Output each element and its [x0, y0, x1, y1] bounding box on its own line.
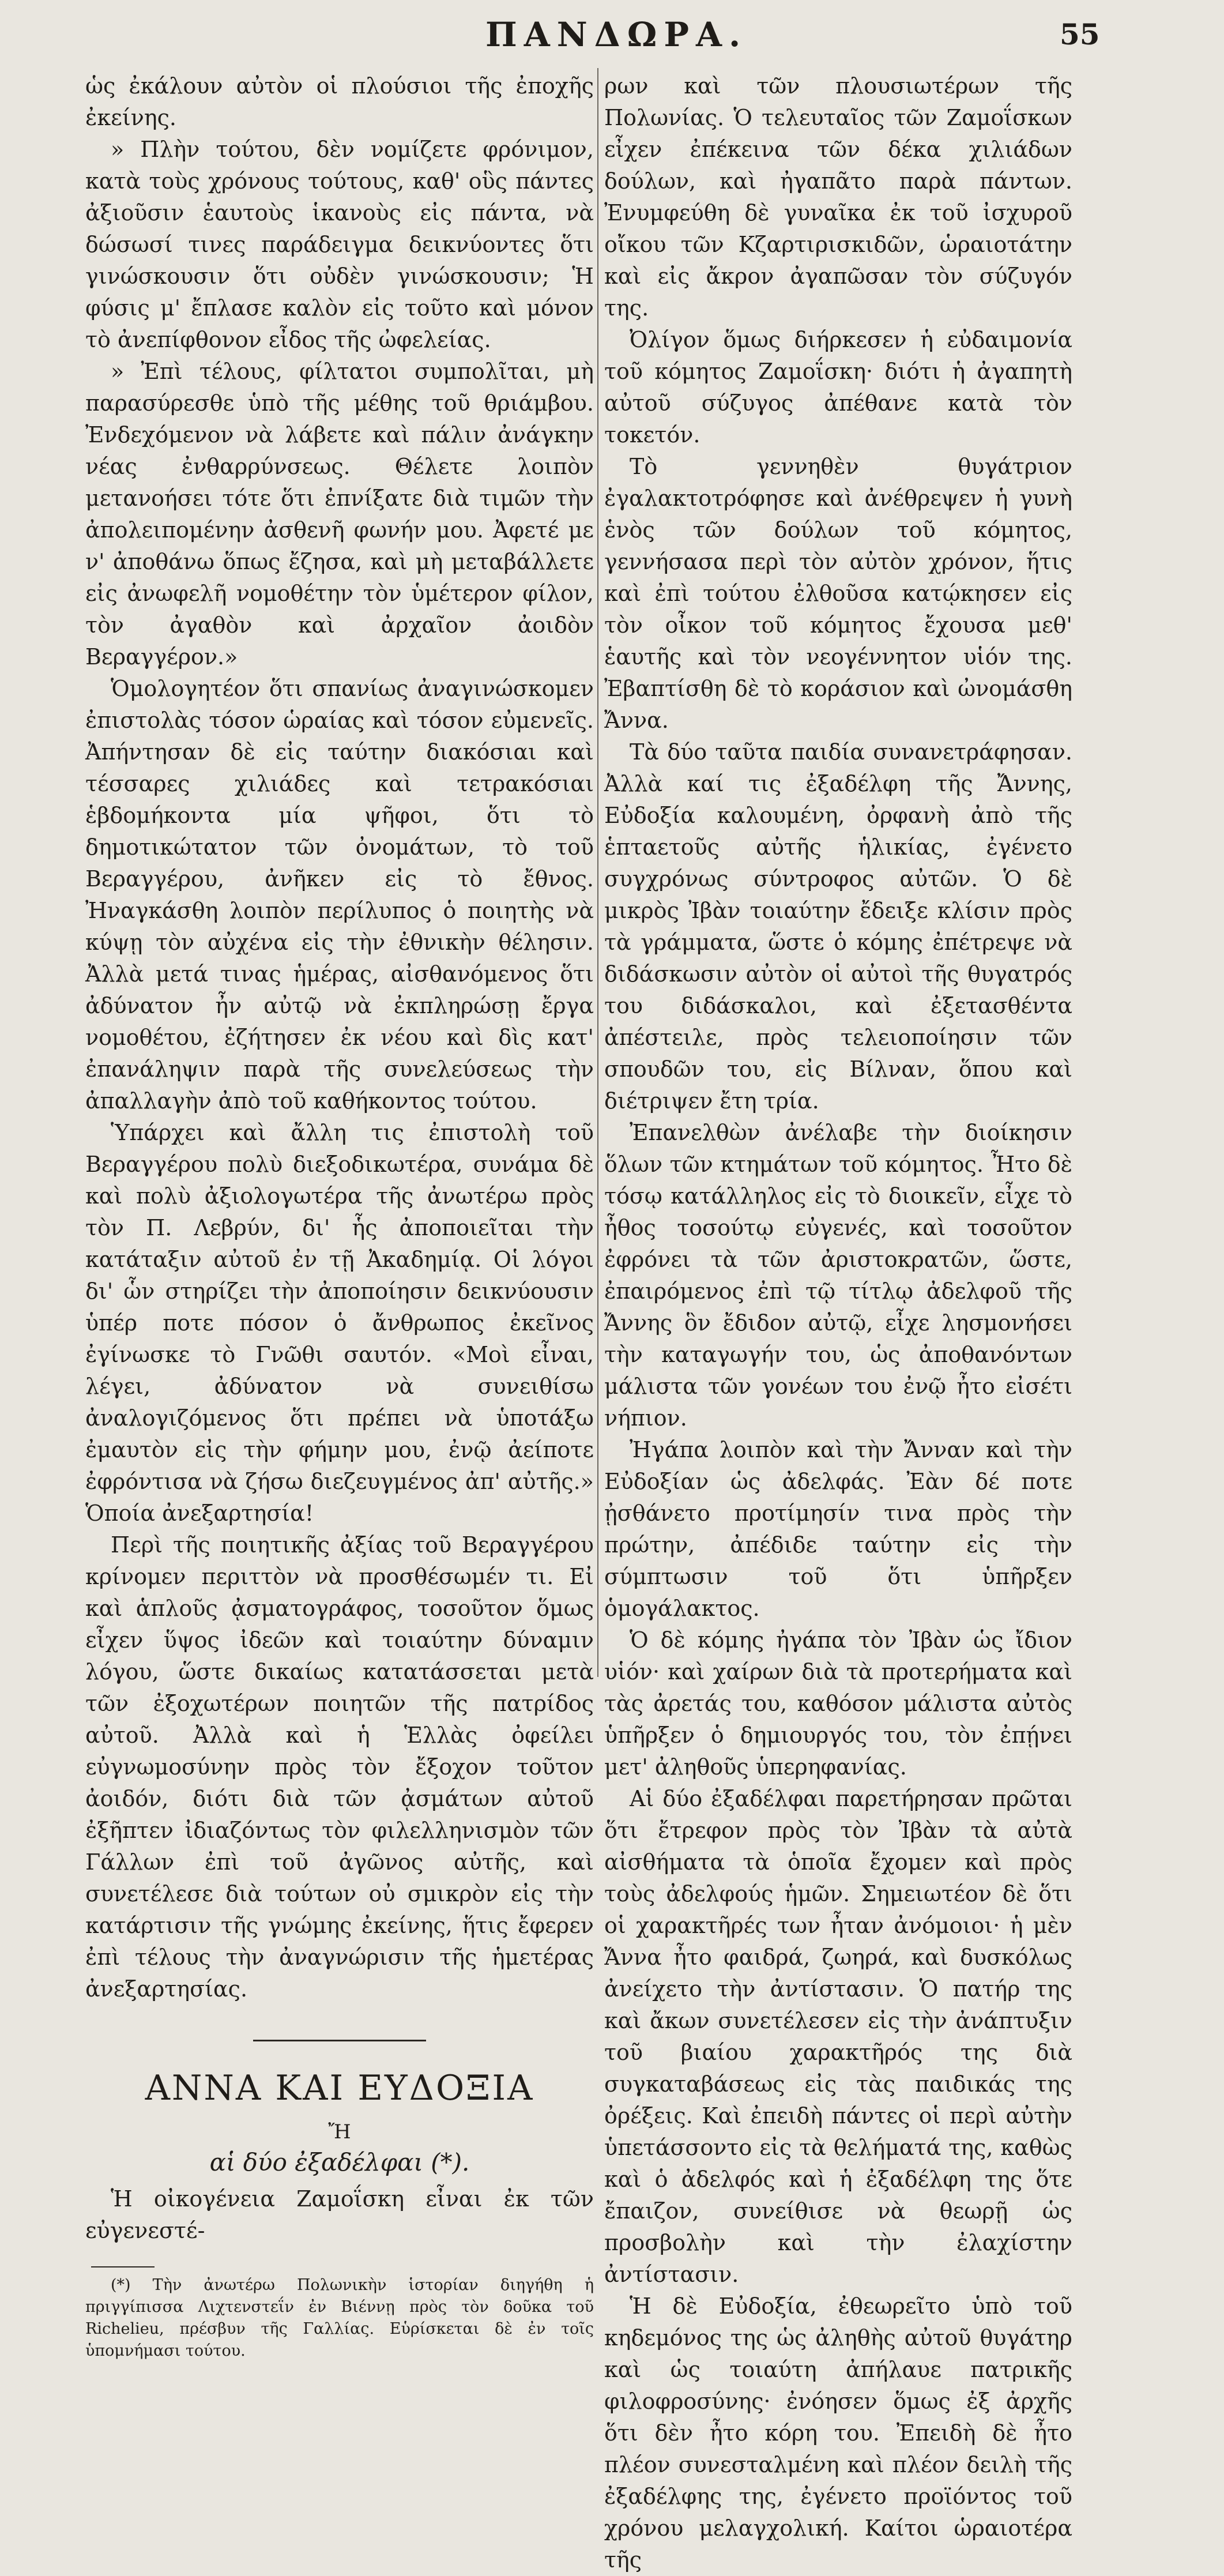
- paragraph: Ὀλίγον ὅμως διήρκεσεν ἡ εὐδαιμονία τοῦ κόμητος Ζαμοΐσκη· διότι ἡ ἀγαπητὴ αὐτοῦ σύζυγος ἀπέθανε κατὰ τὸν τοκετόν.: [604, 327, 1072, 447]
- paragraph: Ὑπάρχει καὶ ἄλλη τις ἐπιστολὴ τοῦ Βεραγγέρου πολὺ διεξοδικωτέρα, συνάμα δὲ καὶ πολὺ ἀξιολογωτέρα τῆς ἀνωτέρω πρὸς τὸν Π. Λεβρύν, δι' ἧς ἀποποιεῖται τὴν κατάταξιν αὐτοῦ ἐν τῇ Ἀκαδημίᾳ. Οἱ λόγοι δι' ὧν στηρίζει τὴν ἀποποίησιν δεικνύουσιν ὑπέρ ποτε πόσον ὁ ἄνθρωπος ἐκεῖνος ἐγίνωσκε τὸ Γνῶθι σαυτόν. «Μοὶ εἶναι, λέγει, ἀδύνατον νὰ συνειθίσω ἀναλογιζόμενος ὅτι πρέπει νὰ ὑποτάξω ἐμαυτὸν εἰς τὴν φήμην μου, ἐνῷ ἀείποτε ἐφρόντισα νὰ ζήσω διεζευγμένος ἀπ' αὐτῆς.» Ὁποία ἀνεξαρτησία!: [85, 1120, 594, 1526]
- paragraph: » Πλὴν τούτου, δὲν νομίζετε φρόνιμον, κατὰ τοὺς χρόνους τούτους, καθ' οὓς πάντες ἀξιοῦσιν ἑαυτοὺς ἱκανοὺς εἰς πάντα, νὰ δώσωσί τινες παράδειγμα δεικνύοντες ὅτι γινώσκουσιν ὅτι οὐδὲν γινώσκουσιν; Ἡ φύσις μ' ἔπλασε καλὸν εἰς τοῦτο καὶ μόνον τὸ ἀνεπίφθονον εἶδος τῆς ὠφελείας.: [85, 137, 594, 352]
- paragraph: Ὁμολογητέον ὅτι σπανίως ἀναγινώσκομεν ἐπιστολὰς τόσον ὡραίας καὶ τόσον εὐμενεῖς. Ἀπήντησαν δὲ εἰς ταύτην διακόσιαι καὶ τέσσαρες χιλιάδες καὶ τετρακόσιαι ἑβδομήκοντα μία ψῆφοι, ὅτι τὸ δημοτικώτατον τῶν ὀνομάτων, τὸ τοῦ Βεραγγέρου, ἀνῆκεν εἰς τὸ ἔθνος. Ἠναγκάσθη λοιπὸν περίλυπος ὁ ποιητὴς νὰ κύψῃ τὸν αὐχένα εἰς τὴν ἐθνικὴν θέλησιν. Ἀλλὰ μετά τινας ἡμέρας, αἰσθανόμενος ὅτι ἀδύνατον ἦν αὐτῷ νὰ ἐκπληρώσῃ ἔργα νομοθέτου, ἐζήτησεν ἐκ νέου καὶ δὶς κατ' ἐπανάληψιν παρὰ τῆς συνελεύσεως τὴν ἀπαλλαγὴν ἀπὸ τοῦ καθήκοντος τούτου.: [85, 676, 594, 1114]
- paragraph: Ἠγάπα λοιπὸν καὶ τὴν Ἄνναν καὶ τὴν Εὐδοξίαν ὡς ἀδελφάς. Ἐὰν δέ ποτε ᾐσθάνετο προτίμησίν τινα πρὸς τὴν πρώτην, ἀπέδιδε ταύτην εἰς τὴν σύμπτωσιν τοῦ ὅτι ὑπῆρξεν ὁμογάλακτος.: [604, 1437, 1072, 1621]
- paragraph: ρων καὶ τῶν πλουσιωτέρων τῆς Πολωνίας. Ὁ τελευταῖος τῶν Ζαμοΐσκων εἶχεν ἐπέκεινα τῶν δέκα χιλιάδων δούλων, καὶ ἠγαπᾶτο παρὰ πάντων. Ἐνυμφεύθη δὲ γυναῖκα ἐκ τοῦ ἰσχυροῦ οἴκου τῶν Κζαρτιρισκιδῶν, ὡραιοτάτην καὶ εἰς ἄκρον ἀγαπῶσαν τὸν σύζυγόν της.: [604, 73, 1072, 321]
- article-opening: Ἡ οἰκογένεια Ζαμοΐσκη εἶναι ἐκ τῶν εὐγενεστέ-: [85, 2186, 594, 2243]
- paragraph: Τὰ δύο ταῦτα παιδία συνανετράφησαν. Ἀλλὰ καί τις ἐξαδέλφη τῆς Ἄννης, Εὐδοξία καλουμένη, ὀρφανὴ ἀπὸ τῆς ἑπταετοῦς αὐτῆς ἡλικίας, ἐγένετο συγχρόνως σύντροφος αὐτῶν. Ὁ δὲ μικρὸς Ἰβὰν τοιαύτην ἔδειξε κλίσιν πρὸς τὰ γράμματα, ὥστε ὁ κόμης ἐπέτρεψε νὰ διδάσκωσιν αὐτὸν οἱ αὐτοὶ τῆς θυγατρός του διδάσκαλοι, καὶ ἐξετασθέντα ἀπέστειλε, πρὸς τελειοποίησιν τῶν σπουδῶν του, εἰς Βίλναν, ὅπου καὶ διέτριψεν ἔτη τρία.: [604, 739, 1072, 1114]
- paragraph: Αἱ δύο ἐξαδέλφαι παρετήρησαν πρῶται ὅτι ἔτρεφον πρὸς τὸν Ἰβὰν τὰ αὐτὰ αἰσθήματα τὰ ὁποῖα ἔχομεν καὶ πρὸς τοὺς ἀδελφούς ἡμῶν. Σημειωτέον δὲ ὅτι οἱ χαρακτῆρές των ἦταν ἀνόμοιοι· ἡ μὲν Ἄννα ἦτο φαιδρά, ζωηρά, καὶ δυσκόλως ἀνείχετο τὴν ἀντίστασιν. Ὁ πατήρ της καὶ ἄκων συνετέλεσεν εἰς τὴν ἀνάπτυξιν τοῦ βιαίου χαρακτῆρός της διὰ συγκαταβάσεως εἰς τὰς παιδικάς της ὀρέξεις. Καὶ ἐπειδὴ πάντες οἱ περὶ αὐτὴν ὑπετάσσοντο εἰς τὰ θελήματά της, καθὼς καὶ ὁ ἀδελφός καὶ ἡ ἐξαδέλφη της ὅτε ἔπαιζον, συνείθισε νὰ θεωρῇ ὡς προσβολὴν καὶ τὴν ἐλαχίστην ἀντίστασιν.: [604, 1786, 1072, 2287]
- running-title: ΠΑΝΔΩΡΑ.: [485, 15, 748, 54]
- paragraph: ὡς ἐκάλουν αὐτὸν οἱ πλούσιοι τῆς ἐποχῆς ἐκείνης.: [85, 73, 594, 130]
- right-column: [604, 70, 1072, 2576]
- paragraph: Ὁ δὲ κόμης ἠγάπα τὸν Ἰβὰν ὡς ἴδιον υἱόν· καὶ χαίρων διὰ τὰ προτερήματα καὶ τὰς ἀρετάς του, καθόσον μάλιστα αὐτὸς ὑπῆρξεν ὁ δημιουργός του, τὸν ἐπῄνει μετ' ἀληθοῦς ὑπερηφανίας.: [604, 1627, 1072, 1780]
- page-header: [0, 0, 1224, 63]
- paragraph: Περὶ τῆς ποιητικῆς ἀξίας τοῦ Βεραγγέρου κρίνομεν περιττὸν νὰ προσθέσωμέν τι. Εἰ καὶ ἁπλοῦς ᾀσματογράφος, τοσοῦτον ὅμως εἶχεν ὕψος ἰδεῶν καὶ τοιαύτην δύναμιν λόγου, ὥστε δικαίως κατατάσσεται μετὰ τῶν ἐξοχωτέρων ποιητῶν τῆς πατρίδος αὐτοῦ. Ἀλλὰ καὶ ἡ Ἑλλὰς ὀφείλει εὐγνωμοσύνην πρὸς τὸν ἔξοχον τοῦτον ἀοιδόν, διότι διὰ τῶν ᾀσμάτων αὐτοῦ ἐξῆπτεν ἰδιαζόντως τὸν φιλελληνισμὸν τῶν Γάλλων ἐπὶ τοῦ ἀγῶνος αὐτῆς, καὶ συνετέλεσε διὰ τούτων οὐ σμικρὸν εἰς τὴν κατάρτισιν τῆς γνώμης ἐκείνης, ἥτις ἔφερεν ἐπὶ τέλους τὴν ἀναγνώρισιν τῆς ἡμετέρας ἀνεξαρτησίας.: [85, 1532, 594, 2002]
- article-title: ΑΝΝΑ ΚΑΙ ΕΥΔΟΞΙΑ: [145, 2068, 534, 2108]
- left-column: [85, 70, 594, 2362]
- footnote-divider: [91, 2266, 155, 2267]
- page-number: 55: [1060, 17, 1100, 51]
- paragraph: Τὸ γεννηθὲν θυγάτριον ἐγαλακτοτρόφησε καὶ ἀνέθρεψεν ἡ γυνὴ ἑνὸς τῶν δούλων τοῦ κόμητος, γεννήσασα περὶ τὸν αὐτὸν χρόνον, ἥτις καὶ ἐπὶ τούτου ἐλθοῦσα κατῴκησεν εἰς τὸν οἶκον τοῦ κόμητος ἔχουσα μεθ' ἑαυτῆς καὶ τὸν νεογέννητον υἱόν της. Ἐβαπτίσθη δὲ τὸ κοράσιον καὶ ὠνομάσθη Ἄννα.: [604, 454, 1072, 733]
- title-divider: [253, 2040, 426, 2041]
- paragraph: Ἡ δὲ Εὐδοξία, ἐθεωρεῖτο ὑπὸ τοῦ κηδεμόνος της ὡς ἀληθὴς αὐτοῦ θυγάτηρ καὶ ὡς τοιαύτη ἀπήλαυε πατρικῆς φιλοφροσύνης· ἐνόησεν ὅμως ἐξ ἀρχῆς ὅτι δὲν ἦτο κόρη του. Ἐπειδὴ δὲ ἦτο πλέον συνεσταλμένη καὶ πλέον δειλὴ τῆς ἐξαδέλφης της, ἐγένετο προϊόντος τοῦ χρόνου μελαγχολική. Καίτοι ὡραιοτέρα τῆς: [604, 2293, 1072, 2573]
- column-divider: [597, 68, 598, 1677]
- footnote: (*) Τὴν ἀνωτέρω Πολωνικὴν ἱστορίαν διηγήθη ἡ πριγγίπισσα Λιχτενστεΐν ἐν Βιέννῃ πρὸς τὸν δοῦκα τοῦ Richelieu, πρέσβυν τῆς Γαλλίας. Εὑρίσκεται δὲ ἐν τοῖς ὑπομνήμασι τούτου.: [85, 2276, 594, 2360]
- article-subtitle: αἱ δύο ἐξαδέλφαι (*).: [209, 2148, 470, 2176]
- paragraph: Ἐπανελθὼν ἀνέλαβε τὴν διοίκησιν ὅλων τῶν κτημάτων τοῦ κόμητος. Ἦτο δὲ τόσῳ κατάλληλος εἰς τὸ διοικεῖν, εἶχε τὸ ἦθος τοσούτῳ εὐγενές, καὶ τοσοῦτον ἐφρόνει τὰ τῶν ἀριστοκρατῶν, ὥστε, ἐπαιρόμενος ἐπὶ τῷ τίτλῳ ἀδελφοῦ τῆς Ἄννης ὃν ἔδιδον αὐτῷ, εἶχε λησμονήσει τὴν καταγωγήν του, ὡς ἀποθανόντων μάλιστα τῶν γονέων του ἐνῷ ἦτο εἰσέτι νήπιον.: [604, 1120, 1072, 1431]
- paragraph: » Ἐπὶ τέλους, φίλτατοι συμπολῖται, μὴ παρασύρεσθε ὑπὸ τῆς μέθης τοῦ θριάμβου. Ἐνδεχόμενον νὰ λάβετε καὶ πάλιν ἀνάγκην νέας ἐνθαρρύνσεως. Θέλετε λοιπὸν μετανοήσει τότε ὅτι ἐπνίξατε διὰ τιμῶν τὴν ἀπολειπομένην ἀσθενῆ φωνήν μου. Ἀφετέ με ν' ἀποθάνω ὅπως ἔζησα, καὶ μὴ μεταβάλλετε εἰς ἀνωφελῆ νομοθέτην τὸν ὑμέτερον φίλον, τὸν ἀγαθὸν καὶ ἀρχαῖον ἀοιδὸν Βεραγγέρον.»: [85, 359, 594, 670]
- article-conjunction: Ἤ: [328, 2120, 351, 2143]
